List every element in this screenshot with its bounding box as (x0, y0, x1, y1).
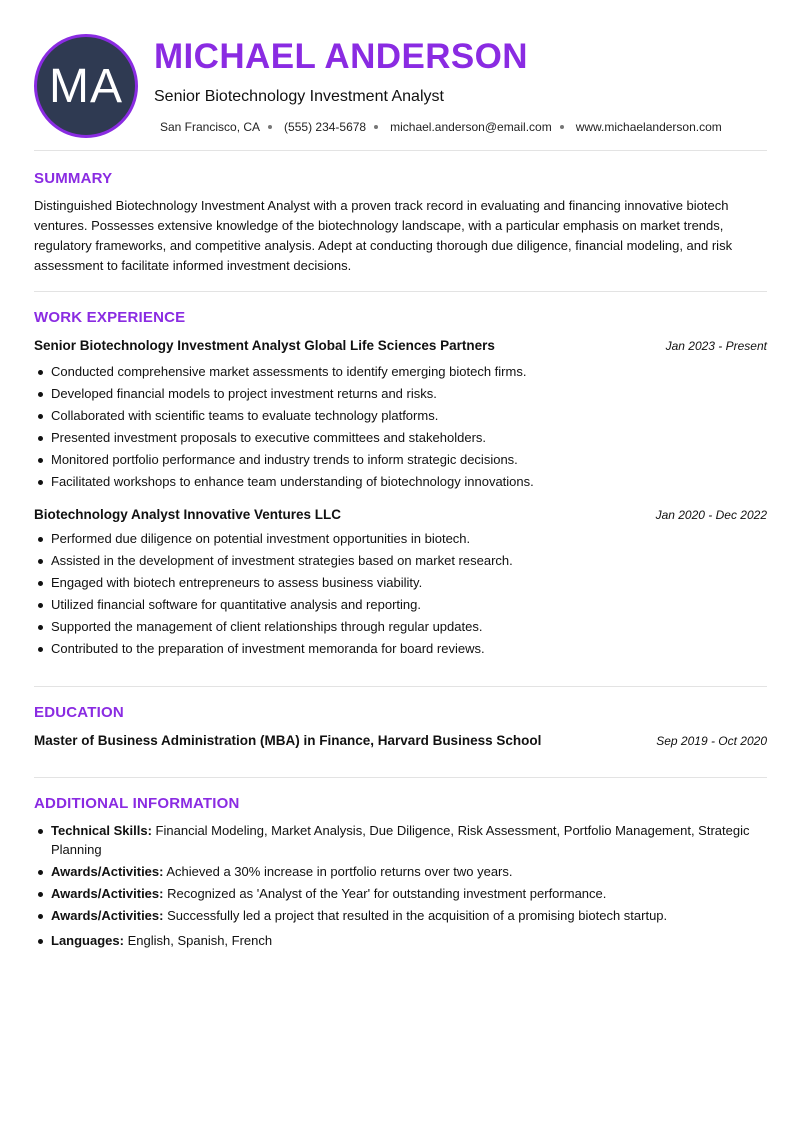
list-item: Developed financial models to project investment returns and risks. (34, 383, 767, 405)
item-text: Financial Modeling, Market Analysis, Due Diligence, Risk Assessment, Portfolio Management, Strategic Planning (51, 823, 750, 857)
additional-information-list (34, 821, 767, 953)
avatar (34, 34, 138, 138)
section-divider (34, 686, 767, 687)
item-text: English, Spanish, French (127, 933, 273, 948)
contact-website: www.michaelanderson.com (575, 120, 722, 134)
contact-separator (268, 125, 272, 129)
item-text: Successfully led a project that resulted in the acquisition of a promising biotech startup. (167, 908, 668, 923)
job-title: Senior Biotechnology Investment Analyst Global Life Sciences Partners (34, 338, 495, 353)
list-item: Contributed to the preparation of investment memoranda for board reviews. (34, 638, 767, 660)
list-item: Supported the management of client relationships through regular updates. (34, 616, 767, 638)
list-item (34, 862, 767, 881)
list-item: Engaged with biotech entrepreneurs to assess business viability. (34, 572, 767, 594)
list-item (34, 821, 767, 859)
avatar-initials: MA (49, 59, 123, 113)
job-bullets (34, 528, 767, 660)
item-text: Achieved a 30% increase in portfolio returns over two years. (166, 864, 513, 879)
candidate-headline: Senior Biotechnology Investment Analyst (154, 88, 444, 105)
section-divider (34, 291, 767, 292)
list-item: Assisted in the development of investment strategies based on market research. (34, 550, 767, 572)
job-header (34, 338, 767, 353)
section-divider (34, 777, 767, 778)
education-entry (34, 733, 767, 748)
degree-title: Master of Business Administration (MBA) in Finance, Harvard Business School (34, 733, 542, 748)
job-header (34, 507, 767, 522)
list-item (34, 931, 767, 950)
contact-phone: (555) 234-5678 (284, 120, 367, 134)
contact-location: San Francisco, CA (160, 120, 261, 134)
education-date: Sep 2019 - Oct 2020 (656, 734, 767, 748)
list-item (34, 906, 767, 925)
item-text: Recognized as 'Analyst of the Year' for outstanding investment performance. (167, 886, 607, 901)
item-label: Technical Skills: (51, 823, 152, 838)
contact-separator (374, 125, 378, 129)
item-label: Languages: (51, 933, 124, 948)
list-item: Utilized financial software for quantitative analysis and reporting. (34, 594, 767, 616)
summary-text: Distinguished Biotechnology Investment Analyst with a proven track record in evaluating and financing innovative biotech ventures. Possesses extensive knowledge of the biotechnology landscape, with a particular emphasis on market trends, regulatory frameworks, and competitive analysis. Adept at conducting thorough due diligence, financial modeling, and risk assessment to facilitate informed investment decisions. (34, 198, 733, 273)
summary-heading: SUMMARY (34, 170, 113, 187)
candidate-name: MICHAEL ANDERSON (154, 37, 528, 76)
contact-email: michael.anderson@email.com (390, 120, 552, 134)
job-date: Jan 2020 - Dec 2022 (655, 508, 767, 522)
list-item: Facilitated workshops to enhance team understanding of biotechnology innovations. (34, 471, 767, 493)
job-bullets (34, 361, 767, 493)
list-item: Presented investment proposals to executive committees and stakeholders. (34, 427, 767, 449)
list-item: Performed due diligence on potential investment opportunities in biotech. (34, 528, 767, 550)
list-item: Monitored portfolio performance and industry trends to inform strategic decisions. (34, 449, 767, 471)
work-experience-heading: WORK EXPERIENCE (34, 309, 186, 326)
list-item: Conducted comprehensive market assessments to identify emerging biotech firms. (34, 361, 767, 383)
additional-information-heading: ADDITIONAL INFORMATION (34, 795, 240, 812)
education-heading: EDUCATION (34, 704, 124, 721)
item-label: Awards/Activities: (51, 908, 164, 923)
item-label: Awards/Activities: (51, 864, 164, 879)
list-item: Collaborated with scientific teams to evaluate technology platforms. (34, 405, 767, 427)
list-item (34, 884, 767, 903)
section-divider (34, 150, 767, 151)
job-date: Jan 2023 - Present (665, 339, 767, 353)
contact-separator (560, 125, 564, 129)
item-label: Awards/Activities: (51, 886, 164, 901)
job-title: Biotechnology Analyst Innovative Ventures LLC (34, 507, 342, 522)
contact-line (160, 120, 722, 134)
